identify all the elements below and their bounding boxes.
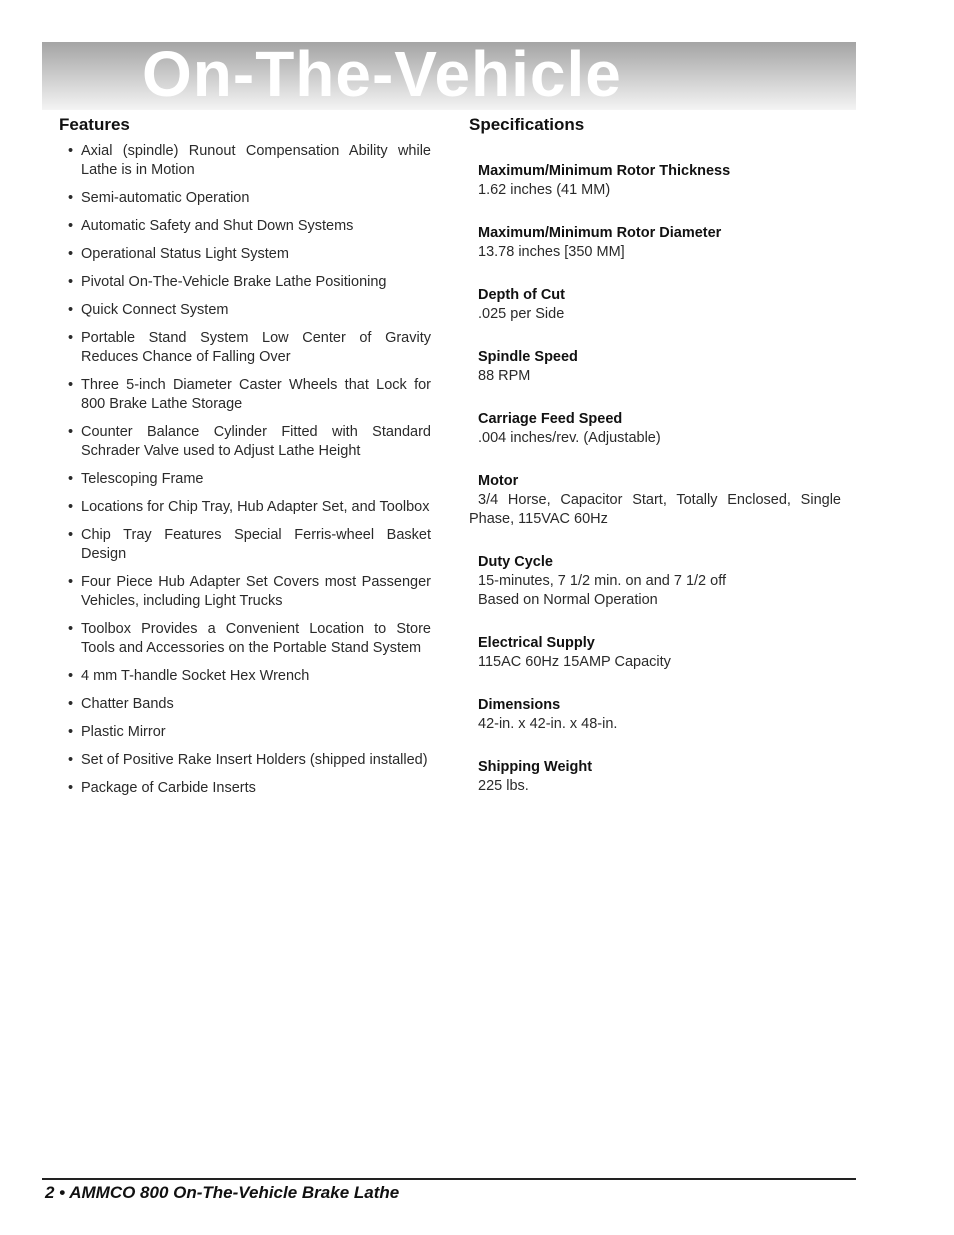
spec-value: 15-minutes, 7 1/2 min. on and 7 1/2 off: [478, 573, 727, 589]
list-item: • Pivotal On-The-Vehicle Brake Lathe Positioning: [68, 274, 387, 290]
list-item: • Operational Status Light System: [68, 246, 289, 262]
spec-title: Electrical Supply: [478, 635, 595, 651]
list-item: • Chatter Bands: [68, 696, 174, 712]
spec-value: 42-in. x 42-in. x 48-in.: [478, 716, 618, 732]
list-item: • Automatic Safety and Shut Down Systems: [68, 218, 354, 234]
list-item: • 4 mm T-handle Socket Hex Wrench: [68, 668, 310, 684]
footer-divider: [42, 1178, 856, 1180]
spec-item: [469, 348, 841, 386]
specifications-heading: Specifications: [469, 115, 585, 134]
features-list: [59, 142, 431, 798]
spec-value: 3/4 Horse, Capacitor Start, Totally Enclosed, Single Phase, 115VAC 60Hz: [469, 492, 841, 527]
spec-item: [469, 696, 841, 734]
spec-title: Carriage Feed Speed: [478, 411, 623, 427]
spec-value: 225 lbs.: [478, 778, 529, 794]
list-item: • Quick Connect System: [68, 302, 229, 318]
banner-title: On-The-Vehicle: [142, 42, 622, 110]
spec-title: Maximum/Minimum Rotor Thickness: [478, 163, 731, 179]
list-item: • Four Piece Hub Adapter Set Covers most Passenger Vehicles, including Light Trucks: [68, 574, 431, 609]
spec-title: Spindle Speed: [478, 349, 578, 365]
spec-value-note: Based on Normal Operation: [478, 592, 658, 608]
spec-title: Duty Cycle: [478, 554, 553, 570]
specifications-list: [469, 162, 841, 796]
features-section: [59, 114, 431, 807]
spec-item: [469, 634, 841, 672]
list-item: • Toolbox Provides a Convenient Location to Store Tools and Accessories on the Portable Stand System: [68, 621, 431, 656]
features-heading: Features: [59, 115, 130, 134]
spec-title: Shipping Weight: [478, 759, 593, 775]
spec-title: Depth of Cut: [478, 287, 565, 303]
list-item: • Locations for Chip Tray, Hub Adapter Set, and Toolbox: [68, 499, 430, 515]
spec-item: [469, 286, 841, 324]
spec-value: .025 per Side: [478, 306, 565, 322]
list-item: • Axial (spindle) Runout Compensation Ability while Lathe is in Motion: [68, 143, 431, 178]
spec-title: Maximum/Minimum Rotor Diameter: [478, 225, 722, 241]
spec-value: 88 RPM: [478, 368, 531, 384]
list-item: • Package of Carbide Inserts: [68, 780, 256, 796]
list-item: • Set of Positive Rake Insert Holders (shipped installed): [68, 752, 428, 768]
list-item: • Semi-automatic Operation: [68, 190, 250, 206]
page-footer: 2 • AMMCO 800 On-The-Vehicle Brake Lathe: [45, 1183, 400, 1202]
spec-value: 1.62 inches (41 MM): [478, 182, 611, 198]
spec-item: [469, 162, 841, 200]
header-banner: [42, 42, 856, 110]
spec-item: [469, 224, 841, 262]
spec-item: [469, 410, 841, 448]
spec-item: [469, 758, 841, 796]
spec-value: .004 inches/rev. (Adjustable): [478, 430, 661, 446]
spec-item: [469, 553, 841, 610]
spec-title: Motor: [478, 473, 519, 489]
spec-title: Dimensions: [478, 697, 561, 713]
list-item: • Telescoping Frame: [68, 471, 204, 487]
list-item: • Chip Tray Features Special Ferris-wheel Basket Design: [68, 527, 431, 562]
list-item: • Three 5-inch Diameter Caster Wheels that Lock for 800 Brake Lathe Storage: [68, 377, 431, 412]
spec-value: 115AC 60Hz 15AMP Capacity: [478, 654, 671, 670]
list-item: • Portable Stand System Low Center of Gravity Reduces Chance of Falling Over: [68, 330, 431, 365]
spec-item: [469, 472, 841, 529]
list-item: • Plastic Mirror: [68, 724, 166, 740]
specifications-section: [469, 114, 841, 820]
list-item: • Counter Balance Cylinder Fitted with Standard Schrader Valve used to Adjust Lathe Height: [68, 424, 431, 459]
spec-value: 13.78 inches [350 MM]: [478, 244, 625, 260]
